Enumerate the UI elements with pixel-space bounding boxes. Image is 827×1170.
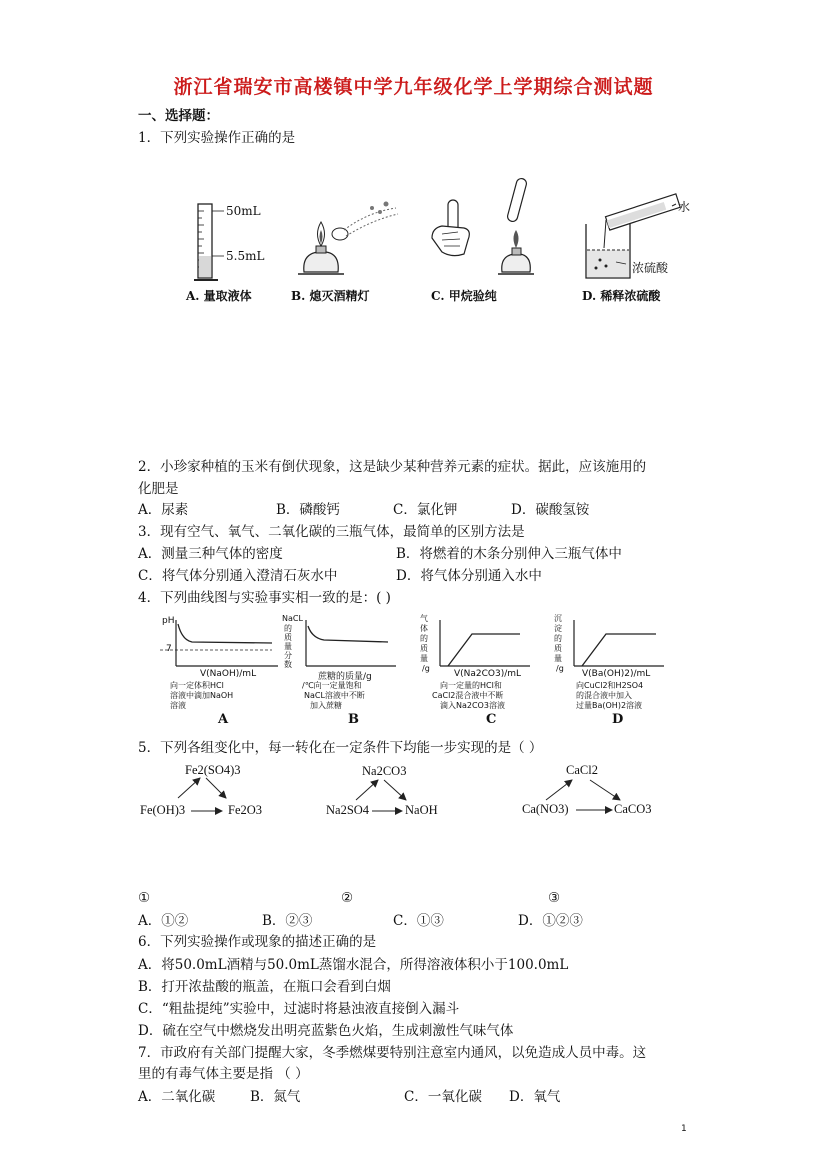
q6-option-b: B．打开浓盐酸的瓶盖，在瓶口会看到白烟 — [138, 979, 391, 995]
graph-c-desc-2: CaCl2混合液中不断 — [432, 691, 504, 700]
q3-stem: 3．现有空气、氧气、二氧化碳的三瓶气体，最简单的区别方法是 — [138, 524, 525, 540]
g2-number: ② — [341, 890, 354, 906]
q4-stem: 4．下列曲线图与实验事实相一致的是：( ) — [138, 590, 391, 606]
caption-c: C. 甲烷验纯 — [431, 289, 497, 303]
g2-top: Na2CO3 — [362, 764, 407, 778]
q2-option-b: B．磷酸钙 — [276, 502, 340, 518]
graph-d-unit: /g — [556, 664, 564, 673]
graph-d-ylabel-1: 沉 — [554, 614, 562, 623]
caption-b: B. 熄灭酒精灯 — [291, 289, 370, 303]
graph-b-ylabel-2: 的 — [284, 624, 292, 633]
g3-right: CaCO3 — [614, 802, 652, 816]
graph-c-xlabel: V(Na2CO3)/mL — [454, 669, 522, 679]
q2-stem-line2: 化肥是 — [138, 481, 179, 497]
q5-option-c: C．①③ — [393, 913, 444, 929]
g1-number: ① — [138, 890, 151, 906]
graph-a-desc-3: 溶液 — [170, 701, 186, 710]
q7-option-c: C．一氧化碳 — [404, 1089, 482, 1105]
q2-option-a: A．尿素 — [138, 502, 189, 518]
graph-a-tick: 7 — [166, 644, 172, 654]
graph-b-ylabel-1: NaCL — [282, 614, 303, 623]
graph-d-xlabel: V(Ba(OH)2)/mL — [582, 669, 651, 679]
q7-option-d: D．氧气 — [509, 1089, 561, 1105]
graph-b-ylabel-6: 数 — [284, 660, 292, 669]
q5-option-d: D．①②③ — [518, 913, 583, 929]
graph-c-desc-3: 滴入Na2CO3溶液 — [440, 701, 505, 710]
caption-d: D. 稀释浓硫酸 — [582, 289, 661, 303]
graph-b-ylabel-3: 质 — [284, 633, 292, 642]
graph-c-ylabel-1: 气 — [420, 614, 428, 623]
graph-a-ylabel: pH — [162, 616, 175, 626]
graph-d-ylabel-3: 的 — [554, 634, 562, 643]
q5-option-b: B．②③ — [262, 913, 313, 929]
q3-option-c: C．将气体分别通入澄清石灰水中 — [138, 568, 338, 584]
q2-stem-line1: 2．小珍家种植的玉米有倒伏现象，这是缺少某种营养元素的症状。据此，应该施用的 — [138, 459, 647, 475]
q6-option-a: A．将50.0mL酒精与50.0mL蒸馏水混合，所得溶液体积小于100.0mL — [138, 957, 569, 973]
graph-a-letter: A — [218, 712, 229, 727]
q5-option-a: A．①② — [138, 913, 189, 929]
label-conc-acid: 浓硫酸 — [632, 261, 669, 275]
q3-option-b: B．将燃着的木条分别伸入三瓶气体中 — [396, 546, 622, 562]
label-water: 水 — [678, 200, 691, 214]
graph-a-desc-2: 溶液中滴加NaOH — [170, 691, 234, 700]
graph-d-letter: D — [612, 712, 624, 727]
graph-c-ylabel-3: 的 — [420, 634, 428, 643]
graph-b-desc-3: 加入蔗糖 — [310, 701, 342, 710]
g3-top: CaCl2 — [566, 763, 598, 777]
graph-d-ylabel-4: 质 — [554, 644, 562, 653]
g2-right: NaOH — [405, 803, 438, 817]
graph-c-ylabel-4: 质 — [420, 644, 428, 653]
graph-c-unit: /g — [422, 664, 430, 673]
q3-option-a: A．测量三种气体的密度 — [138, 546, 283, 562]
q3-option-d: D．将气体分别通入水中 — [396, 568, 542, 584]
graph-d-desc-2: 的混合液中加入 — [576, 691, 632, 700]
graph-d-ylabel-5: 量 — [554, 654, 562, 663]
graph-b-desc-1: /℃向一定量饱和 — [302, 681, 362, 690]
q7-stem-line1: 7．市政府有关部门提醒大家，冬季燃煤要特别注意室内通风，以免造成人员中毒。这 — [138, 1045, 647, 1061]
g2-left: Na2SO4 — [326, 803, 370, 817]
graph-a-xlabel: V(NaOH)/mL — [200, 669, 257, 679]
graph-b-ylabel-5: 分 — [284, 651, 292, 660]
graph-b-ylabel-4: 量 — [284, 642, 292, 651]
page-title: 浙江省瑞安市高楼镇中学九年级化学上学期综合测试题 — [173, 76, 654, 98]
g3-number: ③ — [548, 890, 561, 906]
page-number: 1 — [681, 1124, 687, 1134]
graph-c-ylabel-5: 量 — [420, 654, 428, 663]
q6-stem: 6．下列实验操作或现象的描述正确的是 — [138, 934, 377, 950]
g1-right: Fe2O3 — [228, 803, 263, 817]
caption-a: A. 量取液体 — [186, 289, 252, 303]
q7-option-a: A．二氧化碳 — [138, 1089, 216, 1105]
label-5-5ml: 5.5mL — [226, 249, 265, 263]
g1-top: Fe2(SO4)3 — [185, 763, 241, 777]
graph-c-ylabel-2: 体 — [420, 624, 428, 633]
section-heading: 一、选择题： — [138, 108, 219, 124]
graph-b-xlabel: 蔗糖的质量/g — [318, 672, 372, 682]
g1-left: Fe(OH)3 — [140, 803, 186, 817]
graph-d-ylabel-2: 淀 — [554, 624, 562, 633]
q2-option-d: D．碳酸氢铵 — [511, 502, 590, 518]
graph-d-desc-1: 向CuCl2和H2SO4 — [576, 681, 644, 690]
graph-c-desc-1: 向一定量的HCl和 — [440, 681, 502, 690]
q7-option-b: B．氮气 — [250, 1089, 301, 1105]
graph-b-desc-2: NaCL溶液中不断 — [304, 691, 365, 700]
q2-option-c: C．氯化钾 — [393, 502, 458, 518]
graph-c-letter: C — [486, 712, 497, 727]
q6-option-c: C．“粗盐提纯”实验中，过滤时将悬浊液直接倒入漏斗 — [138, 1001, 460, 1017]
g3-left: Ca(NO3) — [522, 802, 569, 816]
q1-stem: 1．下列实验操作正确的是 — [138, 130, 296, 146]
graph-d-desc-3: 过量Ba(OH)2溶液 — [576, 701, 643, 710]
q5-stem: 5．下列各组变化中，每一转化在一定条件下均能一步实现的是（ ） — [138, 740, 543, 756]
graph-a-desc-1: 向一定体积HCl — [170, 681, 224, 690]
graph-b-letter: B — [348, 712, 359, 727]
q6-option-d: D．硫在空气中燃烧发出明亮蓝紫色火焰，生成刺激性气味气体 — [138, 1023, 514, 1039]
q7-stem-line2: 里的有毒气体主要是指 （ ） — [138, 1066, 309, 1082]
label-50ml: 50mL — [226, 204, 261, 218]
